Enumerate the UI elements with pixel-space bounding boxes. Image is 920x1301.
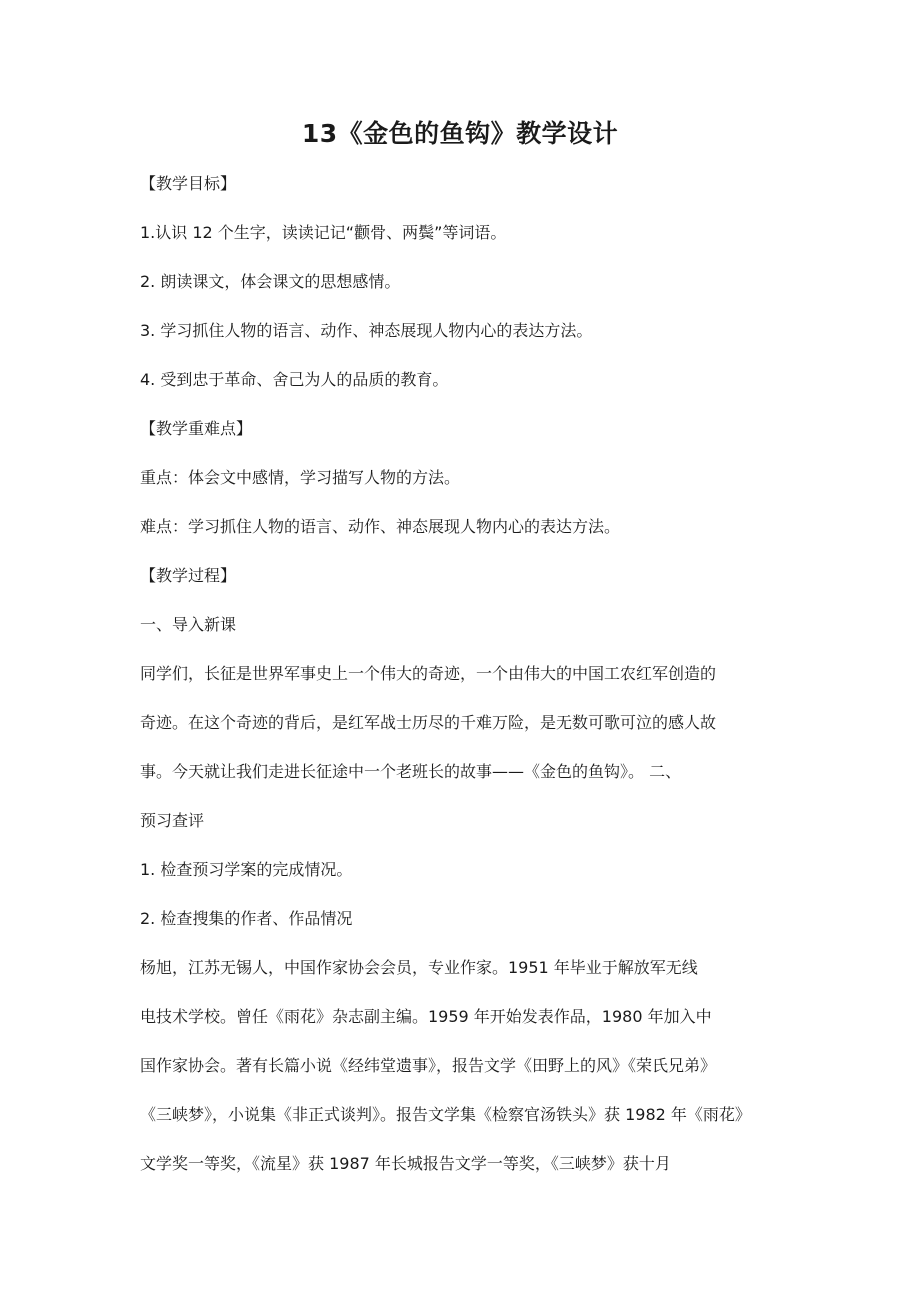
document-body [140, 169, 800, 1198]
objective-item-2: 2. 朗读课文，体会课文的思想感情。 [140, 272, 401, 291]
document-title: 13《金色的鱼钩》教学设计 [301, 119, 619, 148]
paragraph-line: 《三峡梦》，小说集《非正式谈判》。报告文学集《检察官汤铁头》获 1982 年《雨花》 [140, 1105, 751, 1124]
subheading-preview: 预习查评 [140, 811, 205, 830]
objective-item-4: 4. 受到忠于革命、舍己为人的品质的教育。 [140, 370, 449, 389]
preview-item-1: 1. 检查预习学案的完成情况。 [140, 860, 353, 879]
subheading-introduction: 一、导入新课 [140, 615, 237, 634]
section-heading-process: 【教学过程】 [140, 566, 237, 585]
section-heading-key-points: 【教学重难点】 [140, 419, 253, 438]
key-point-line: 重点：体会文中感情，学习描写人物的方法。 [140, 468, 461, 487]
preview-item-2: 2. 检查搜集的作者、作品情况 [140, 909, 353, 928]
objective-item-3: 3. 学习抓住人物的语言、动作、神态展现人物内心的表达方法。 [140, 321, 593, 340]
difficult-point-line: 难点：学习抓住人物的语言、动作、神态展现人物内心的表达方法。 [140, 517, 621, 536]
paragraph-line: 文学奖一等奖，《流星》获 1987 年长城报告文学一等奖，《三峡梦》获十月 [140, 1154, 671, 1173]
paragraph-line: 国作家协会。著有长篇小说《经纬堂遗事》，报告文学《田野上的风》《荣氏兄弟》 [140, 1056, 717, 1075]
objective-item-1: 1.认识 12 个生字，读读记记“颧骨、两鬓”等词语。 [140, 223, 507, 242]
section-heading-objectives: 【教学目标】 [140, 174, 237, 193]
paragraph-line: 杨旭，江苏无锡人，中国作家协会会员，专业作家。1951 年毕业于解放军无线 [140, 958, 698, 977]
paragraph-line: 电技术学校。曾任《雨花》杂志副主编。1959 年开始发表作品，1980 年加入中 [140, 1007, 712, 1026]
paragraph-line: 奇迹。在这个奇迹的背后，是红军战士历尽的千难万险，是无数可歌可泣的感人故 [140, 713, 717, 732]
paragraph-line: 事。今天就让我们走进长征途中一个老班长的故事——《金色的鱼钩》。 二、 [140, 762, 682, 781]
paragraph-line: 同学们，长征是世界军事史上一个伟大的奇迹，一个由伟大的中国工农红军创造的 [140, 664, 717, 683]
